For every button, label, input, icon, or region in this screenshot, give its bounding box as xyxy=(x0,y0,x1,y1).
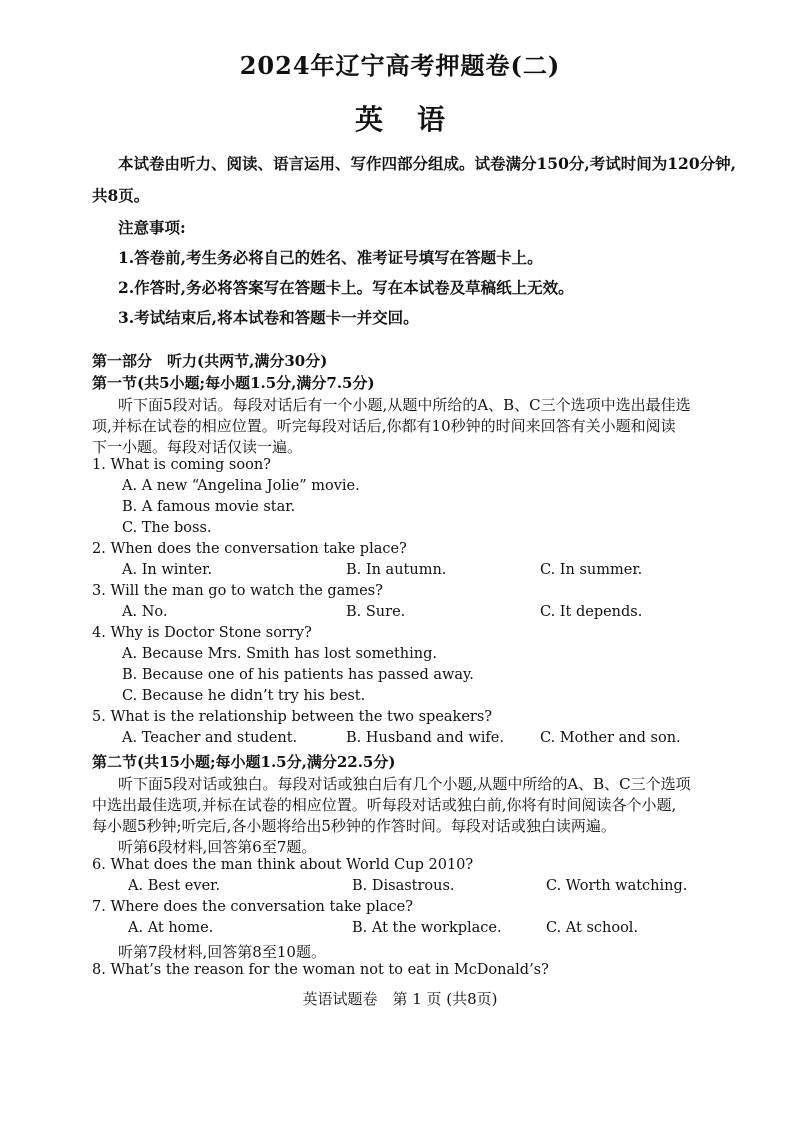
question-6-option-c: C. Worth watching. xyxy=(546,878,688,894)
question-8-stem: 8. What’s the reason for the woman not to eat in McDonald’s? xyxy=(92,962,549,978)
section2-directions: 听下面5段对话或独白。每段对话或独白后有几个小题,从题中所给的A、B、C三个选项 xyxy=(118,775,691,793)
intro-line-1: 本试卷由听力、阅读、语言运用、写作四部分组成。试卷满分150分,考试时间为120分钟, xyxy=(118,154,737,173)
question-5-option-a: A. Teacher and student. xyxy=(122,730,298,746)
question-3-option-b: B. Sure. xyxy=(346,604,406,620)
question-6-option-a: A. Best ever. xyxy=(128,878,221,894)
question-4-option-b: B. Because one of his patients has passed away. xyxy=(122,667,474,683)
material-7-note: 听第7段材料,回答第8至10题。 xyxy=(118,943,326,961)
question-2-stem: 2. When does the conversation take place? xyxy=(92,541,407,557)
question-1-stem: 1. What is coming soon? xyxy=(92,457,271,473)
question-4-option-a: A. Because Mrs. Smith has lost something. xyxy=(122,646,438,662)
exam-title: 2024年辽宁高考押题卷(二) xyxy=(239,51,561,80)
question-5-option-c: C. Mother and son. xyxy=(540,730,681,746)
question-6-stem: 6. What does the man think about World Cup 2010? xyxy=(92,857,474,873)
question-2-option-b: B. In autumn. xyxy=(346,562,447,578)
question-3-option-c: C. It depends. xyxy=(540,604,643,620)
note-item: 2.作答时,务必将答案写在答题卡上。写在本试卷及草稿纸上无效。 xyxy=(118,278,574,297)
note-item: 1.答卷前,考生务必将自己的姓名、准考证号填写在答题卡上。 xyxy=(118,248,543,267)
question-4-stem: 4. Why is Doctor Stone sorry? xyxy=(92,625,312,641)
question-2-option-a: A. In winter. xyxy=(122,562,213,578)
part1-heading: 第一部分 听力(共两节,满分30分) xyxy=(92,352,328,370)
question-3-option-a: A. No. xyxy=(122,604,168,620)
note-item: 3.考试结束后,将本试卷和答题卡一并交回。 xyxy=(118,308,419,327)
section2-directions: 中选出最佳选项,并标在试卷的相应位置。听每段对话或独白前,你将有时间阅读各个小题, xyxy=(92,796,677,814)
question-2-option-c: C. In summer. xyxy=(540,562,643,578)
page-footer: 英语试题卷 第 1 页 (共8页) xyxy=(302,990,498,1008)
question-6-option-b: B. Disastrous. xyxy=(352,878,455,894)
question-1-option-a: A. A new “Angelina Jolie” movie. xyxy=(122,478,360,494)
question-7-stem: 7. Where does the conversation take place? xyxy=(92,899,413,915)
section1-directions: 下一小题。每段对话仅读一遍。 xyxy=(92,438,303,456)
question-1-option-c: C. The boss. xyxy=(122,520,212,536)
question-5-stem: 5. What is the relationship between the two speakers? xyxy=(92,709,493,725)
question-3-stem: 3. Will the man go to watch the games? xyxy=(92,583,383,599)
section1-heading: 第一节(共5小题;每小题1.5分,满分7.5分) xyxy=(92,374,375,392)
question-4-option-c: C. Because he didn’t try his best. xyxy=(122,688,366,704)
question-5-option-b: B. Husband and wife. xyxy=(346,730,504,746)
section2-directions: 每小题5秒钟;听完后,各小题将给出5秒钟的作答时间。每段对话或独白读两遍。 xyxy=(92,817,616,835)
question-1-option-b: B. A famous movie star. xyxy=(122,499,296,515)
section1-directions: 项,并标在试卷的相应位置。听完每段对话后,你都有10秒钟的时间来回答有关小题和阅读 xyxy=(92,417,676,435)
question-7-option-c: C. At school. xyxy=(546,920,639,936)
section2-heading: 第二节(共15小题;每小题1.5分,满分22.5分) xyxy=(92,753,396,771)
question-7-option-a: A. At home. xyxy=(128,920,214,936)
subject-title: 英语 xyxy=(354,103,479,136)
material-6-note: 听第6段材料,回答第6至7题。 xyxy=(118,838,317,856)
intro-line-2: 共8页。 xyxy=(92,186,150,205)
notes-heading: 注意事项: xyxy=(118,218,186,237)
question-7-option-b: B. At the workplace. xyxy=(352,920,502,936)
section1-directions: 听下面5段对话。每段对话后有一个小题,从题中所给的A、B、C三个选项中选出最佳选 xyxy=(118,396,691,414)
